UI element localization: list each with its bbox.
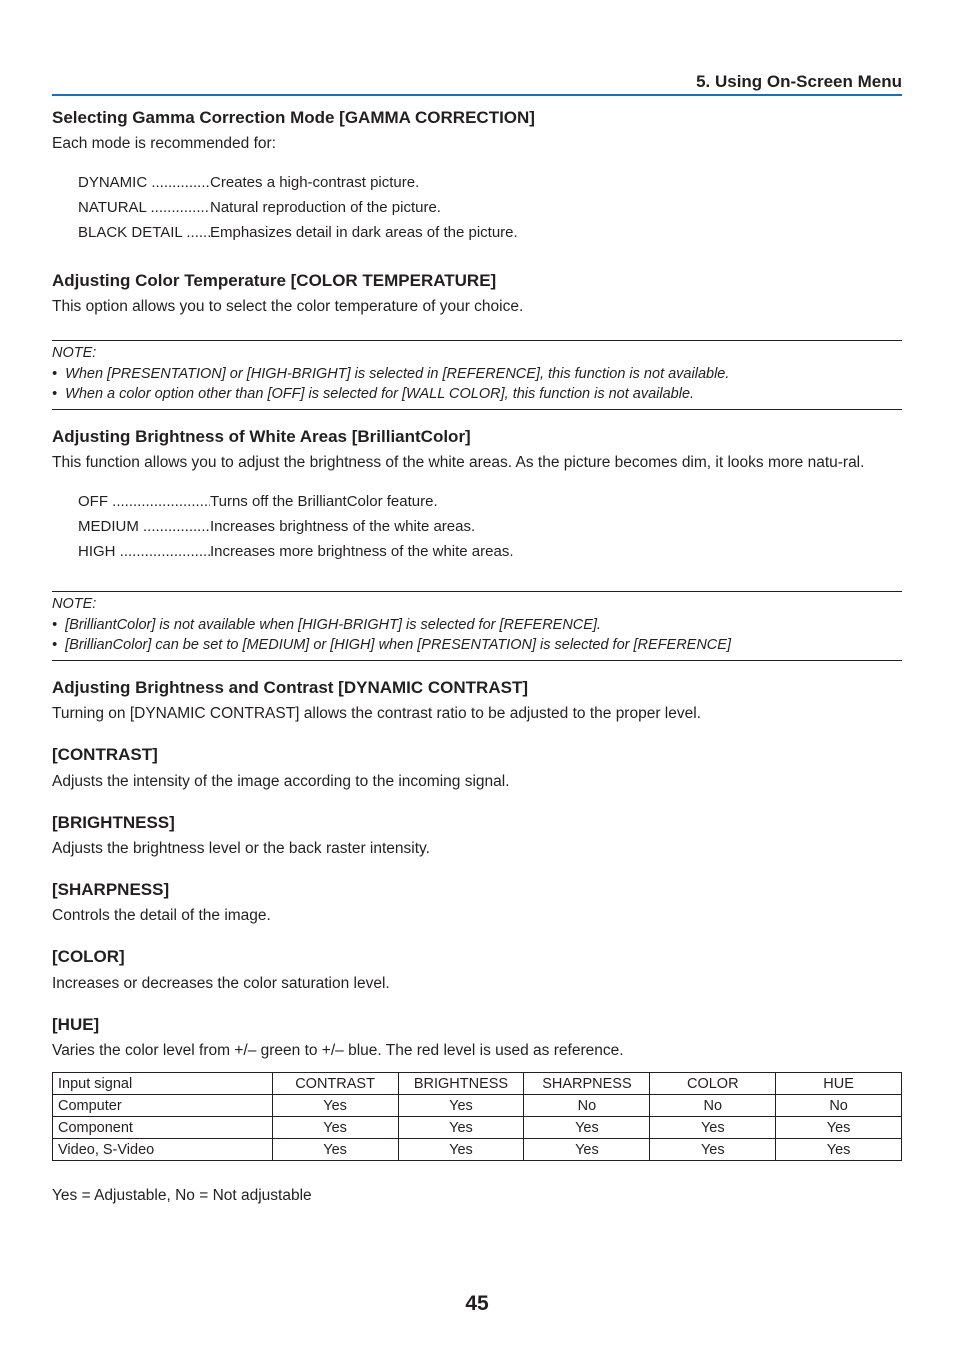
term: NATURAL ..... xyxy=(78,198,210,218)
sharpness-text: Controls the detail of the image. xyxy=(52,907,271,924)
term: MEDIUM ..... xyxy=(78,517,210,537)
brightness-heading: [BRIGHTNESS] xyxy=(52,813,175,832)
page-number: 45 xyxy=(465,1292,489,1315)
brilliant-text: This function allows you to adjust the brightness of the white areas. As the picture becomes dim, it looks more natu-ral. xyxy=(52,454,865,471)
brilliant-mode-list xyxy=(78,492,514,567)
term: BLACK DETAIL ..... xyxy=(78,223,210,243)
table-legend: Yes = Adjustable, No = Not adjustable xyxy=(52,1187,312,1204)
list-item xyxy=(78,542,514,567)
note-bullet: • [BrilliantColor] is not available when [HIGH-BRIGHT] is selected for [REFERENCE]. xyxy=(52,616,602,633)
table-cell: Component xyxy=(53,1117,273,1139)
note-bullet: • [BrillianColor] can be set to [MEDIUM] or [HIGH] when [PRESENTATION] is selected for [REFERENCE] xyxy=(52,637,731,653)
color-heading: [COLOR] xyxy=(52,947,125,966)
definition: Creates a high-contrast picture. xyxy=(210,174,420,191)
table-cell: Yes xyxy=(398,1117,524,1139)
gamma-heading: Selecting Gamma Correction Mode [GAMMA CORRECTION] xyxy=(52,108,535,127)
note-label: NOTE: xyxy=(52,596,97,612)
dynamic-contrast-text: Turning on [DYNAMIC CONTRAST] allows the contrast ratio to be adjusted to the proper level. xyxy=(52,705,701,722)
contrast-text: Adjusts the intensity of the image according to the incoming signal. xyxy=(52,773,510,790)
table-cell: Yes xyxy=(524,1117,650,1139)
adjustability-table xyxy=(52,1072,902,1161)
definition: Emphasizes detail in dark areas of the picture. xyxy=(210,224,518,241)
brightness-text: Adjusts the brightness level or the back raster intensity. xyxy=(52,840,430,857)
hue-heading: [HUE] xyxy=(52,1015,100,1034)
section-title: 5. Using On-Screen Menu xyxy=(696,72,902,91)
color-temp-heading: Adjusting Color Temperature [COLOR TEMPERATURE] xyxy=(52,271,497,290)
list-item xyxy=(78,492,514,517)
table-cell: Yes xyxy=(650,1117,776,1139)
table-cell: No xyxy=(776,1095,902,1117)
table-row xyxy=(53,1095,902,1117)
table-cell: Yes xyxy=(398,1139,524,1161)
definition: Natural reproduction of the picture. xyxy=(210,199,441,216)
sharpness-heading: [SHARPNESS] xyxy=(52,880,170,899)
table-cell: Computer xyxy=(53,1095,273,1117)
table-cell: Yes xyxy=(650,1139,776,1161)
note-bullet: • When [PRESENTATION] or [HIGH-BRIGHT] is selected in [REFERENCE], this function is not available. xyxy=(52,365,730,382)
definition: Turns off the BrilliantColor feature. xyxy=(210,493,438,510)
contrast-heading: [CONTRAST] xyxy=(52,745,158,764)
table-cell: Yes xyxy=(272,1139,398,1161)
column-header: HUE xyxy=(776,1073,902,1095)
column-header: COLOR xyxy=(650,1073,776,1095)
column-header: BRIGHTNESS xyxy=(398,1073,524,1095)
term: HIGH ..... xyxy=(78,542,210,562)
note-box xyxy=(52,340,902,410)
table-cell: No xyxy=(650,1095,776,1117)
column-header: Input signal xyxy=(53,1073,273,1095)
table-cell: Yes xyxy=(776,1139,902,1161)
page-header xyxy=(52,72,902,96)
table-cell: Yes xyxy=(776,1117,902,1139)
table-row xyxy=(53,1139,902,1161)
table-cell: Video, S-Video xyxy=(53,1139,273,1161)
note-bullet: • When a color option other than [OFF] is selected for [WALL COLOR], this function is not available. xyxy=(52,386,695,402)
term: OFF ..... xyxy=(78,492,210,512)
color-text: Increases or decreases the color saturation level. xyxy=(52,975,390,992)
column-header: CONTRAST xyxy=(272,1073,398,1095)
dynamic-contrast-heading: Adjusting Brightness and Contrast [DYNAMIC CONTRAST] xyxy=(52,678,528,697)
list-item xyxy=(78,517,514,542)
note-label: NOTE: xyxy=(52,345,97,361)
note-box xyxy=(52,591,902,661)
term: DYNAMIC ..... xyxy=(78,173,210,193)
brilliant-heading: Adjusting Brightness of White Areas [BrilliantColor] xyxy=(52,427,471,446)
column-header: SHARPNESS xyxy=(524,1073,650,1095)
color-temp-text: This option allows you to select the color temperature of your choice. xyxy=(52,298,524,315)
table-row xyxy=(53,1117,902,1139)
table-header-row xyxy=(53,1073,902,1095)
definition: Increases brightness of the white areas. xyxy=(210,518,476,535)
table-cell: Yes xyxy=(398,1095,524,1117)
table-cell: Yes xyxy=(272,1095,398,1117)
definition: Increases more brightness of the white areas. xyxy=(210,543,514,560)
list-item xyxy=(78,223,518,248)
gamma-mode-list xyxy=(78,173,518,248)
gamma-intro: Each mode is recommended for: xyxy=(52,135,276,152)
list-item xyxy=(78,198,518,223)
table-cell: Yes xyxy=(524,1139,650,1161)
list-item xyxy=(78,173,518,198)
hue-text: Varies the color level from +/– green to +/– blue. The red level is used as reference. xyxy=(52,1042,624,1059)
table-cell: No xyxy=(524,1095,650,1117)
table-cell: Yes xyxy=(272,1117,398,1139)
